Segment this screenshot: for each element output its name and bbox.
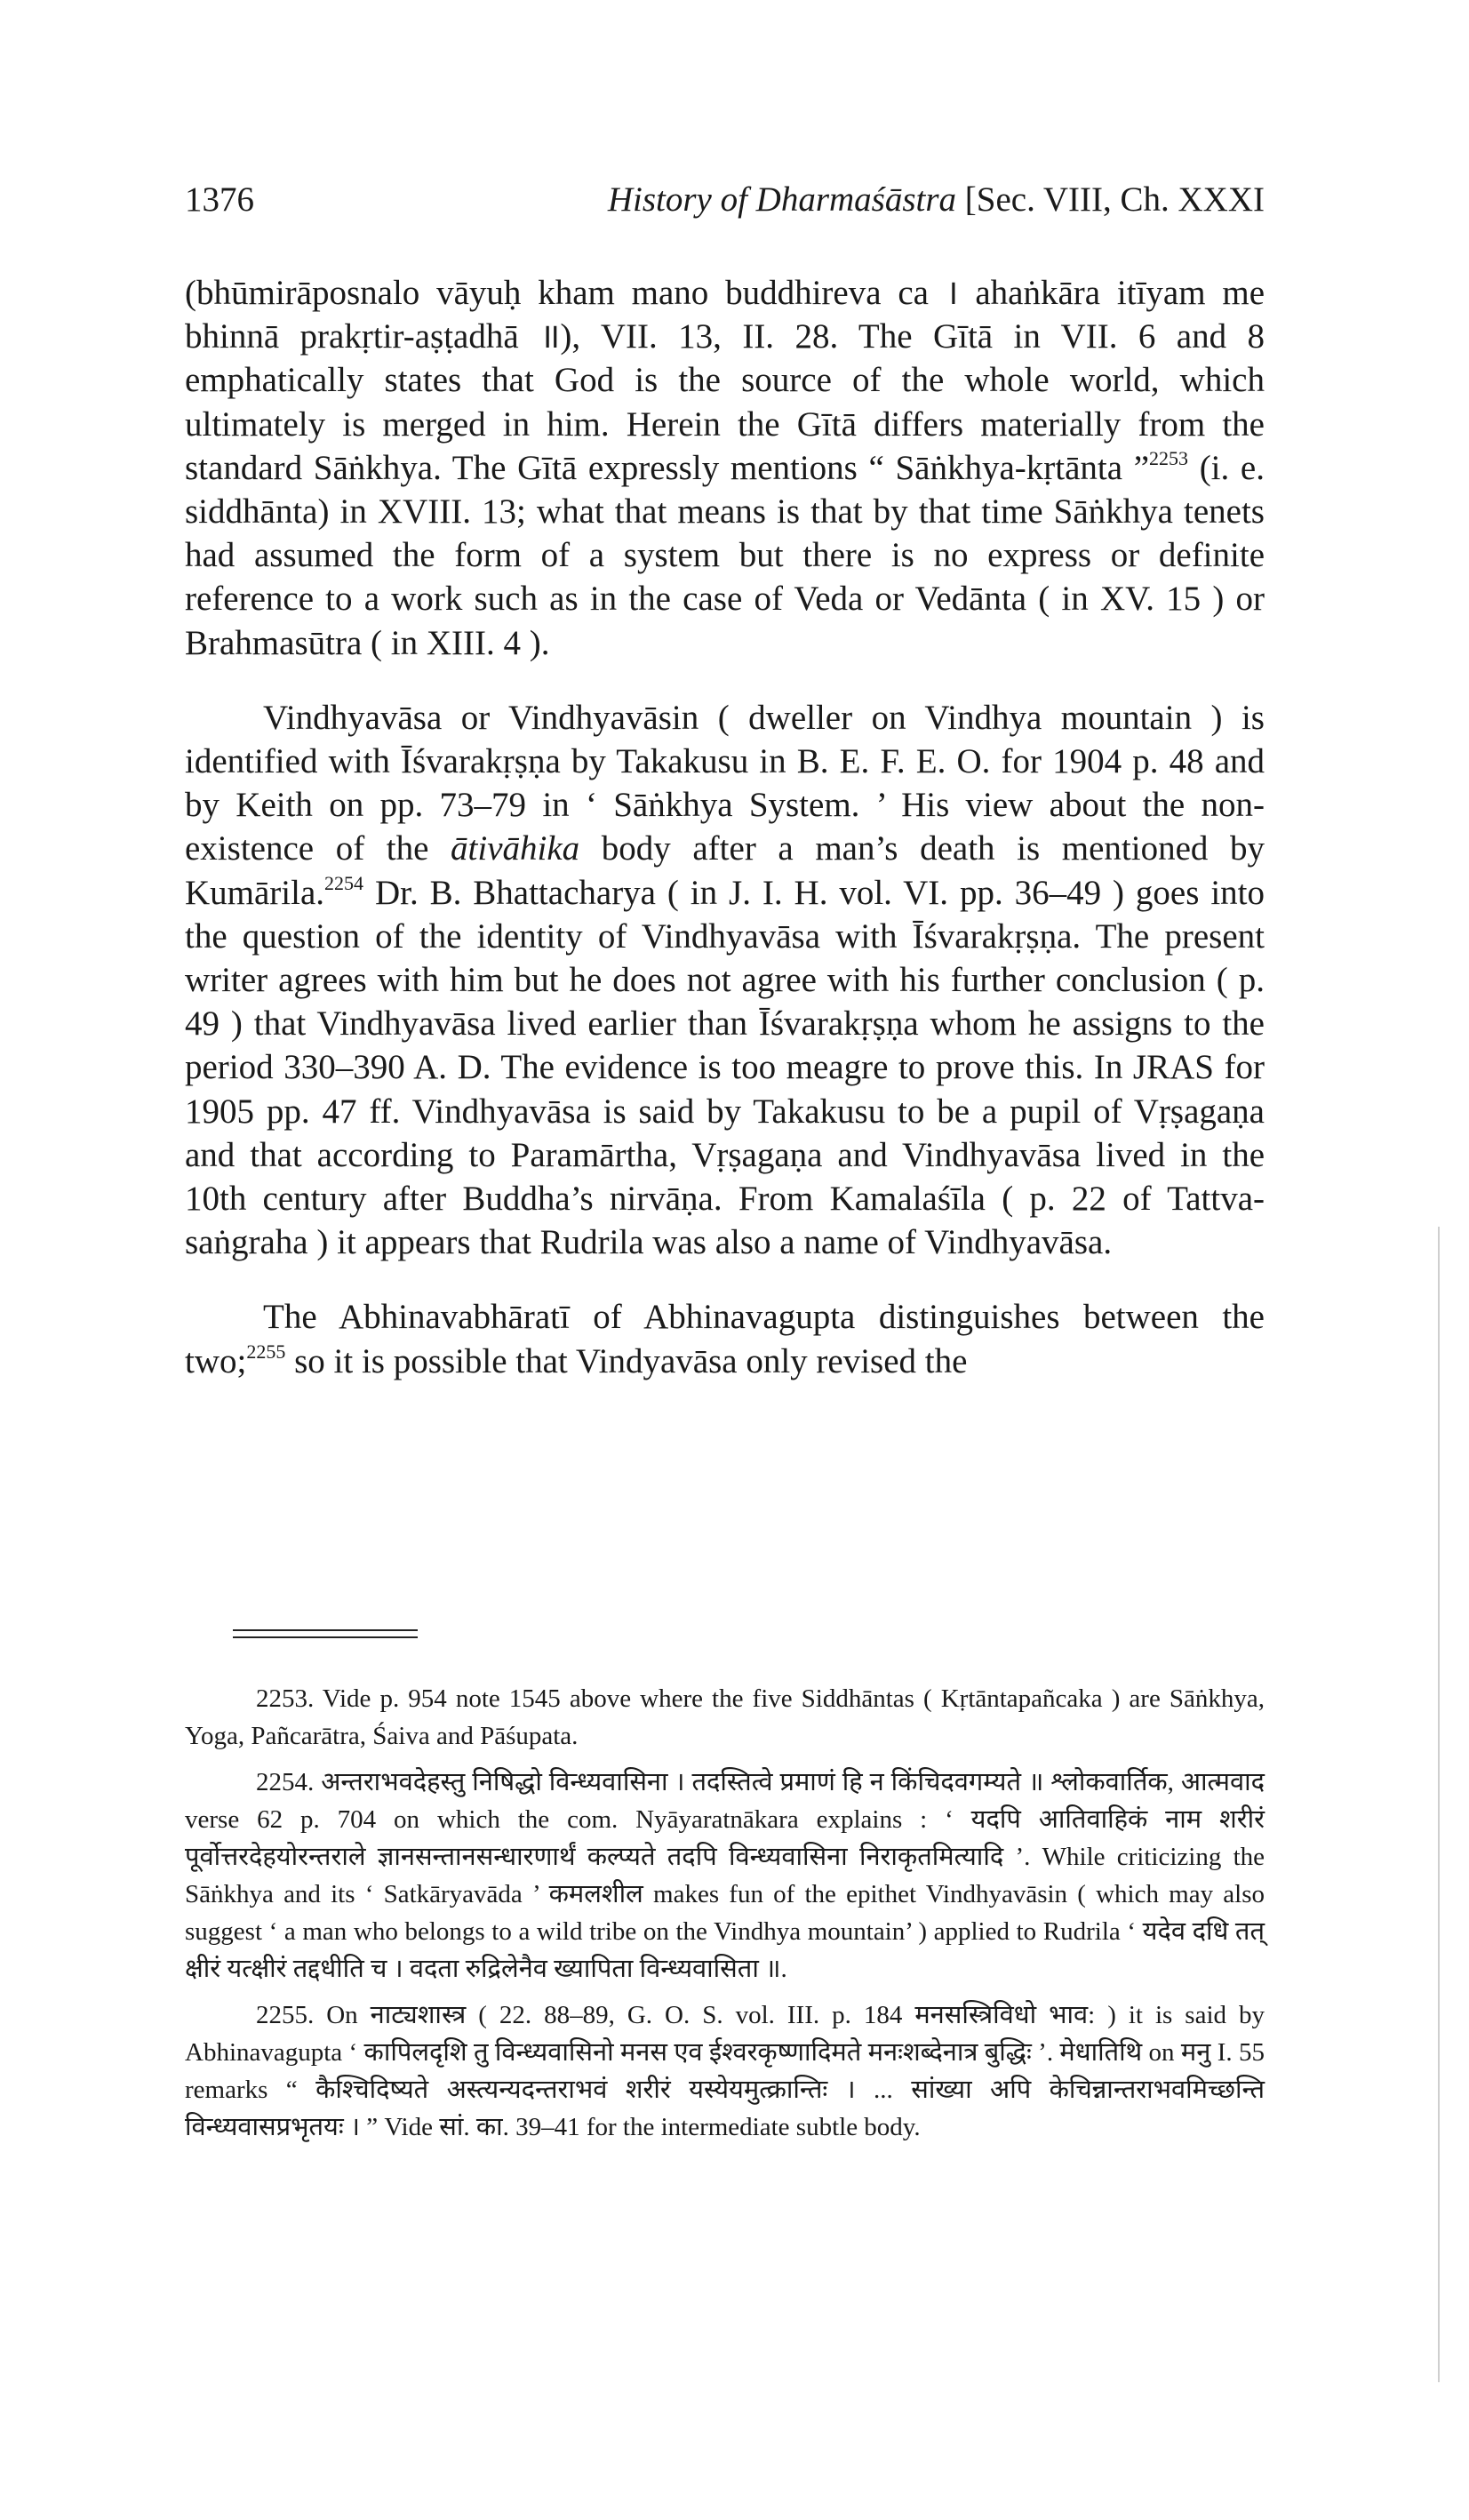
footnote-divider xyxy=(233,1629,418,1631)
footnote-2254 xyxy=(185,1764,1265,1988)
running-title-section: [Sec. VIII, Ch. XXXI xyxy=(956,180,1265,219)
footnote-number: 2254. xyxy=(256,1768,315,1796)
main-text xyxy=(185,271,1265,1414)
text-run: The Abhinavabhāratī of Abhinavagupta distinguishes between the two; xyxy=(185,1298,1265,1380)
footnote-text: On नाट्यशास्त्र ( 22. 88–89, G. O. S. vol. III. p. 184 मनसस्त्रिविधो भाव: ) it is said by Abhinavagupta ‘ कापिलदृशि तु विन्ध्यवासिनो मनस एव ईश्वरकृष्णादिमते मनःशब्देनात्र बुद्धिः ’. मेधातिथि on मनु I. 55 remarks “ कैश्चिदिष्यते अस्त्यन्यदन्तराभवं शरीरं यस्येयमुत्क्रान्तिः । ... सांख्या अपि केचिन्नान्तराभवमिच्छन्ति विन्ध्यवासप्रभृतयः । ” Vide सां. का. 39–41 for the intermediate subtle body. xyxy=(185,2001,1265,2141)
running-title xyxy=(608,180,1265,220)
footnote-ref-2253: 2253 xyxy=(1149,446,1189,469)
text-run: Dr. B. Bhattacharya ( in J. I. H. vol. VI. pp. 36–49 ) goes into the question of the identity of Vindhyavāsa with Īśvarakṛṣṇa. The present writer agrees with him but he does not agree with his further conclusion ( p. 49 ) that Vindhyavāsa lived earlier than Īśvarakṛṣṇa whom he assigns to the period 330–390 A. D. The evidence is too meagre to prove this. In JRAS for 1905 pp. 47 ff. Vindhyavāsa is said by Takakusu to be a pupil of Vṛṣagaṇa and that according to Paramārtha, Vṛṣagaṇa and Vindhyavāsa lived in the 10th century after Buddha’s nirvāṇa. From Kamalaśīla ( p. 22 of Tattva-saṅgraha ) it appears that Rudrila was also a name of Vindhyavāsa. xyxy=(185,873,1265,1262)
page-header xyxy=(185,180,1265,233)
page-number: 1376 xyxy=(185,180,254,219)
text-run: Vindhyavāsa or Vindhyavāsin ( dweller on Vindhya mountain ) is identified with Īśvarakṛṣṇa by Takakusu in B. E. F. E. O. for 1904 p. 48 and by Keith on pp. 73–79 in ‘ Sāṅkhya System. ’ His view about the non-existence of the xyxy=(185,698,1265,868)
footnote-2253 xyxy=(185,1680,1265,1755)
text-run: body after a man’s death is mentioned by Kumārila. xyxy=(185,829,1265,912)
footnotes xyxy=(185,1680,1265,2155)
italic-term: ātivāhika xyxy=(451,829,580,868)
footnote-2255 xyxy=(185,1996,1265,2146)
paragraph-abhinavabharati xyxy=(185,1295,1265,1382)
paragraph-continuation xyxy=(185,271,1265,665)
text-run: (i. e. siddhānta) in XVIII. 13; what that means is that by that time Sāṅkhya tenets had assumed the form of a system but there is no express or definite reference to a work such as in the case of Veda or Vedānta ( in XV. 15 ) or Brahmasūtra ( in XIII. 4 ). xyxy=(185,448,1265,662)
text-run: so it is possible that Vindyavāsa only revised the xyxy=(285,1341,968,1380)
page-edge-line xyxy=(1438,1227,1440,2382)
footnote-ref-2255: 2255 xyxy=(246,1340,286,1363)
footnote-divider xyxy=(233,1636,418,1638)
running-title-book: History of Dharmaśāstra xyxy=(607,180,957,219)
paragraph-vindhyavasa xyxy=(185,696,1265,1265)
footnote-text: अन्तराभवदेहस्तु निषिद्धो विन्ध्यवासिना । तदस्तित्वे प्रमाणं हि न किंचिदवगम्यते ॥ श्लोकवार्तिक, आत्मवाद verse 62 p. 704 on which the com. Nyāyaratnākara explains : ‘ यदपि आतिवाहिकं नाम शरीरं पूर्वोत्तरदेहयोरन्तराले ज्ञानसन्तानसन्धारणार्थं कल्प्यते तदपि विन्ध्यवासिना निराकृतमित्यादि ’. While criticizing the Sāṅkhya and its ‘ Satkāryavāda ’ कमलशील makes fun of the epithet Vindhyavāsin ( which may also suggest ‘ a man who belongs to a wild tribe on the Vindhya mountain’ ) applied to Rudrila ‘ यदेव दधि तत् क्षीरं यत्क्षीरं तद्दधीति च । वदता रुद्रिलेनैव ख्यापिता विन्ध्यवासिता ॥. xyxy=(185,1768,1265,1983)
footnote-text: Vide p. 954 note 1545 above where the five Siddhāntas ( Kṛtāntapañcaka ) are Sāṅkhya, Yoga, Pañcarātra, Śaiva and Pāśupata. xyxy=(185,1684,1265,1750)
footnote-number: 2253. xyxy=(256,1684,315,1713)
footnote-number: 2255. xyxy=(256,2001,315,2029)
text-run: (bhūmirāposnalo vāyuḥ kham mano buddhireva ca । ahaṅkāra itīyam me bhinnā prakṛtir-aṣṭadhā ॥), VII. 13, II. 28. The Gītā in VII. 6 and 8 emphatically states that God is the source of the whole world, which ultimately is merged in him. Herein the Gītā differs materially from the standard Sāṅkhya. The Gītā expressly mentions “ Sāṅkhya-kṛtānta ” xyxy=(185,274,1265,487)
footnote-ref-2254: 2254 xyxy=(324,871,364,894)
